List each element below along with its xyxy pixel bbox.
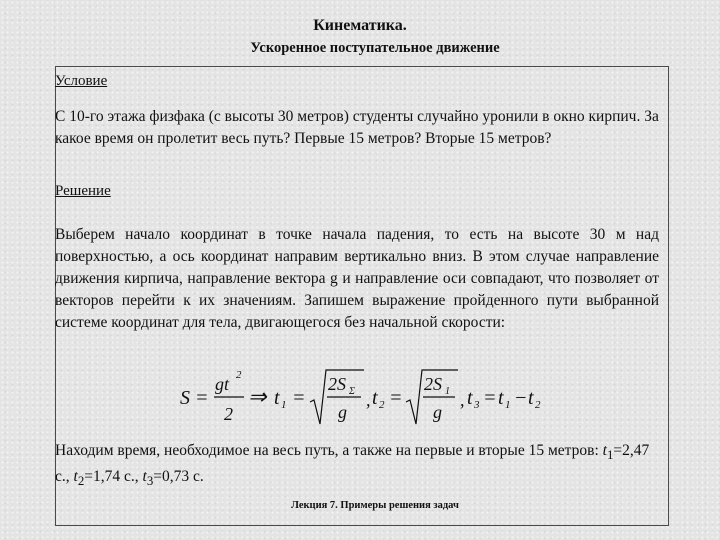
formula-num1: 2S — [328, 374, 346, 394]
slide-footer: Лекция 7. Примеры решения задач — [291, 500, 459, 511]
formula-sub-sigma: Σ — [349, 386, 355, 397]
time-formula — [180, 366, 560, 430]
t2-label: t — [73, 468, 78, 486]
formula-t3: t — [467, 387, 473, 409]
formula-eq-3: = — [483, 387, 497, 409]
slide-title: Кинематика. — [313, 17, 407, 34]
formula-num2: 2S — [424, 374, 442, 394]
t3-sub: 3 — [146, 473, 154, 489]
slide-subtitle: Ускоренное поступательное движение — [250, 40, 500, 56]
formula-eq-1: = — [292, 387, 306, 409]
result-prefix: Находим время, необходимое на весь путь, а также на первые и вторые 15 метров: — [55, 442, 603, 459]
t1-value: =2,47 с., — [55, 442, 650, 486]
formula-gt: gt — [215, 374, 230, 394]
formula-sub1: 1 — [281, 399, 287, 411]
t1-sub: 1 — [606, 447, 614, 463]
formula-sub-one: 1 — [445, 386, 450, 397]
formula-eq-2: = — [389, 387, 403, 409]
formula-sub1-rhs: 1 — [505, 399, 511, 411]
formula-den-g1: g — [338, 402, 347, 422]
formula-sub3: 3 — [474, 399, 480, 411]
formula-comma-1: , — [366, 390, 371, 410]
formula-minus: − — [514, 387, 528, 409]
formula-t2-rhs: t — [528, 387, 534, 409]
t1-label: t — [602, 442, 607, 459]
solution-text: Выберем начало координат в точке начала падения, то есть на высоте 30 м над поверхностью, а ось координат направим вертикально вниз. В этом случае направление движения кирпича, направление вектора g и направление оси совпадают, что позволяет от векторов перейти к их значениям. Запишем выражение пройденного пути выбранной системе координат для тела, двигающегося без начальной скорости: — [55, 226, 659, 331]
t3-label: t — [142, 468, 147, 486]
solution-heading: Решение — [55, 183, 111, 199]
condition-heading: Условие — [55, 73, 108, 89]
formula-t1-rhs: t — [498, 387, 504, 409]
formula-t1: t — [274, 387, 280, 409]
condition-text: С 10-го этажа физфака (с высоты 30 метров) студенты случайно уронили в окно кирпич. За какое время он пролетит весь путь? Первые 15 метров? Вторые 15 метров? — [55, 108, 659, 147]
t3-value: =0,73 с. — [153, 468, 204, 486]
formula-sub2: 2 — [379, 399, 385, 411]
result-text — [55, 440, 659, 492]
formula-s-eq: S = — [180, 387, 209, 409]
formula-comma-2: , — [460, 390, 465, 410]
t2-sub: 2 — [77, 473, 85, 489]
formula-sub2-rhs: 2 — [535, 399, 541, 411]
formula-den-g2: g — [433, 402, 442, 422]
formula-t2: t — [372, 387, 378, 409]
t2-value: =1,74 с., — [84, 468, 143, 486]
formula-den2: 2 — [224, 404, 233, 424]
implies-arrow-icon: ⇒ — [248, 384, 267, 409]
formula-exp2: 2 — [236, 369, 242, 381]
